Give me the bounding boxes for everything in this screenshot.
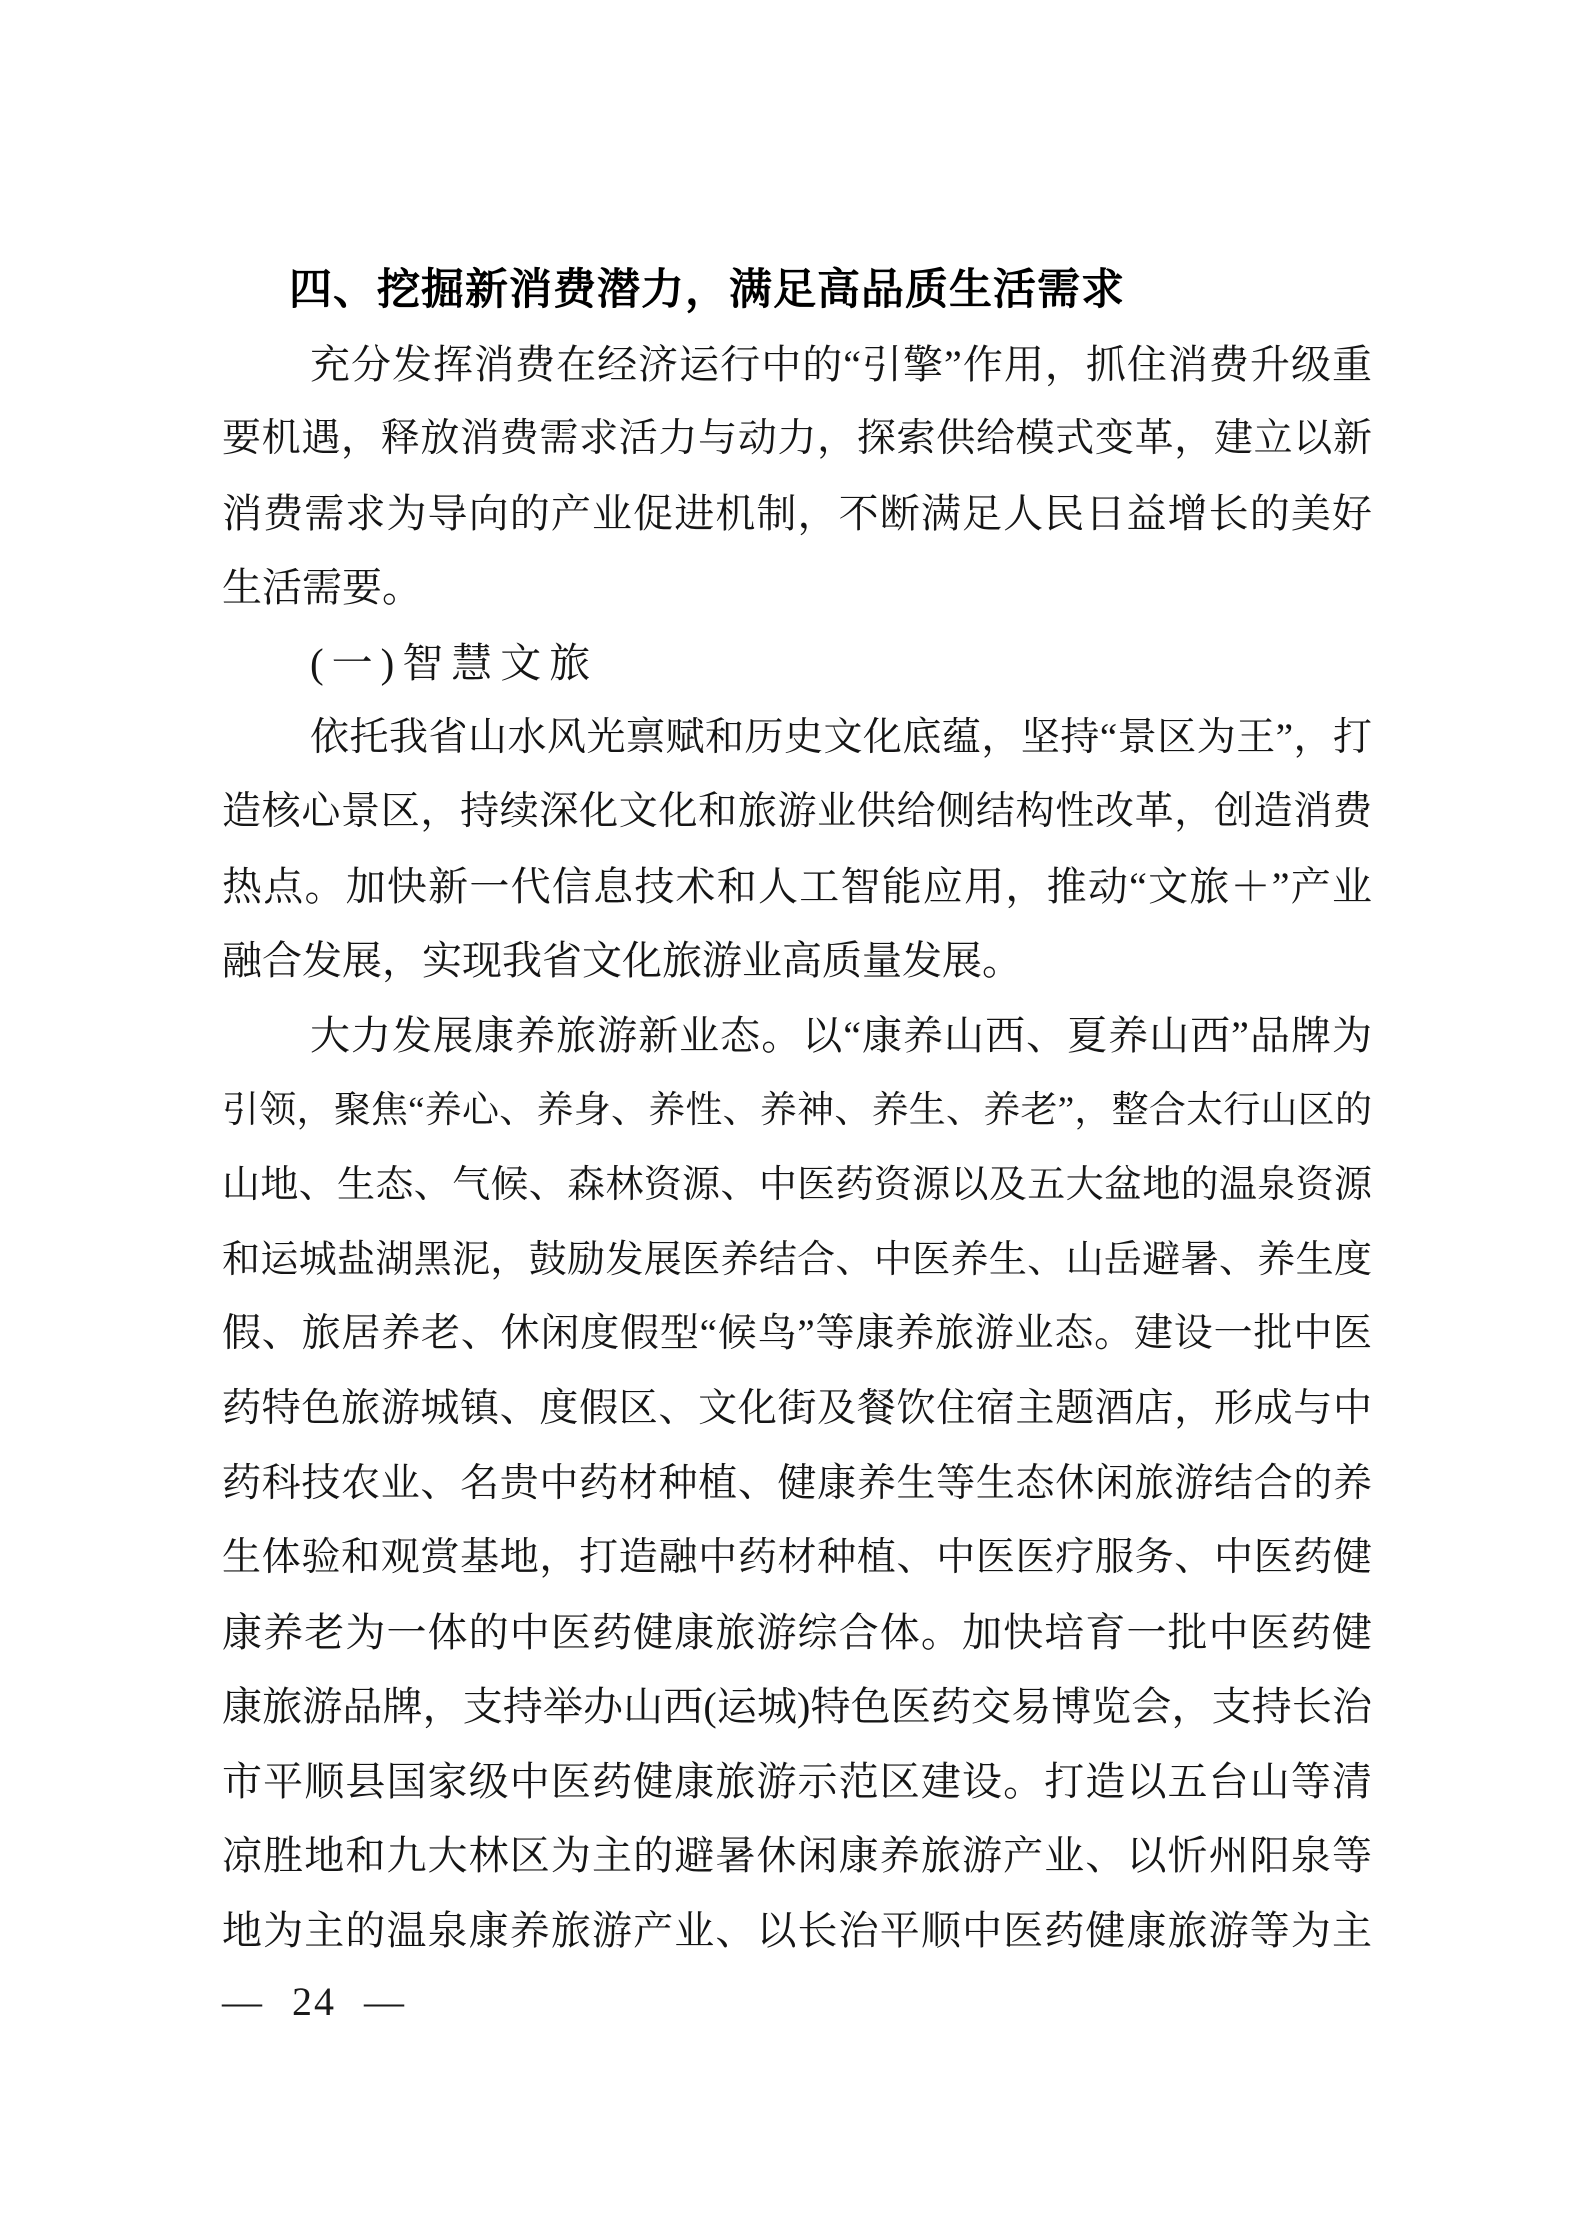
text-line: 引领，聚焦“养心、养身、养性、养神、养生、养老”，整合太行山区的: [222, 1089, 1372, 1131]
text-line: 假、旅居养老、休闲度假型“候鸟”等康养旅游业态。建设一批中医: [222, 1312, 1372, 1356]
text-line: 和运城盐湖黑泥，鼓励发展医养结合、中医养生、山岳避暑、养生度: [222, 1238, 1372, 1281]
text-line: 充分发挥消费在经济运行中的“引擎”作用，抓住消费升级重: [310, 341, 1372, 387]
text-line: 造核心景区，持续深化文化和旅游业供给侧结构性改革，创造消费: [222, 790, 1372, 834]
text-line: 消费需求为导向的产业促进机制，不断满足人民日益增长的美好: [222, 490, 1372, 536]
text-line: 生活需要。: [222, 565, 422, 611]
text-line: 药特色旅游城镇、度假区、文化街及餐饮住宿主题酒店，形成与中: [222, 1386, 1372, 1430]
text-line: 依托我省山水风光禀赋和历史文化底蕴，坚持“景区为王”，打: [310, 715, 1372, 759]
text-line: 康旅游品牌，支持举办山西(运城)特色医药交易博览会，支持长治: [222, 1684, 1372, 1730]
text-line: 康养老为一体的中医药健康旅游综合体。加快培育一批中医药健: [222, 1609, 1372, 1655]
text-line: 药科技农业、名贵中药材种植、健康养生等生态休闲旅游结合的养: [222, 1461, 1372, 1505]
text-line: 市平顺县国家级中医药健康旅游示范区建设。打造以五台山等清: [222, 1758, 1372, 1804]
text-line: 大力发展康养旅游新业态。以“康养山西、夏养山西”品牌为: [310, 1012, 1372, 1058]
section-heading: 四、挖掘新消费潜力，满足高品质生活需求: [289, 266, 1125, 314]
page-number: — 24 —: [222, 1979, 406, 2024]
text-line: 山地、生态、气候、森林资源、中医药资源以及五大盆地的温泉资源: [222, 1164, 1372, 1207]
text-line: 生体验和观赏基地，打造融中药材种植、中医医疗服务、中医药健: [222, 1536, 1372, 1580]
text-line: 要机遇，释放消费需求活力与动力，探索供给模式变革，建立以新: [222, 417, 1372, 461]
text-line: 融合发展，实现我省文化旅游业高质量发展。: [222, 938, 1022, 984]
document-body: [222, 328, 1372, 1969]
subsection-heading: (一)智慧文旅: [310, 639, 599, 686]
document-content: [222, 253, 1372, 1969]
text-line: 凉胜地和九大林区为主的避暑休闲康养旅游产业、以忻州阳泉等: [222, 1833, 1372, 1879]
text-line: 热点。加快新一代信息技术和人工智能应用，推动“文旅＋”产业: [222, 863, 1372, 909]
text-line: 地为主的温泉康养旅游产业、以长治平顺中医药健康旅游等为主: [222, 1908, 1372, 1954]
